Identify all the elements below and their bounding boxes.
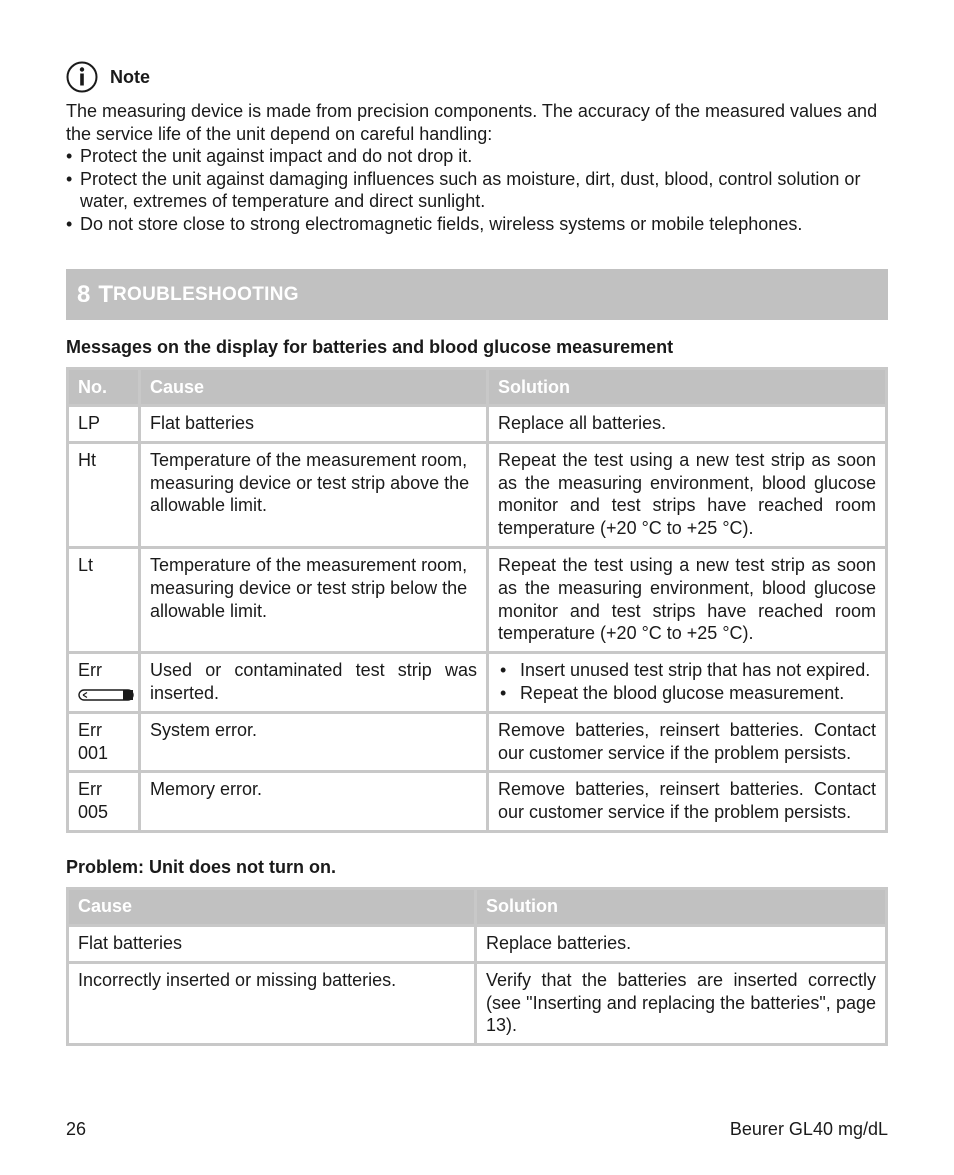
table-row: [69, 549, 885, 651]
cell-cause: Memory error.: [141, 773, 486, 830]
cell-no: Ht: [69, 444, 138, 546]
cell-solution: Replace batteries.: [477, 927, 885, 961]
note-bullets: [66, 145, 888, 235]
cell-cause: Temperature of the measurement room, measuring device or test strip above the allowable limit.: [141, 444, 486, 546]
cell-solution: Remove batteries, reinsert batteries. Contact our customer service if the problem persists.: [489, 714, 885, 771]
cell-cause: System error.: [141, 714, 486, 771]
cell-cause: Flat batteries: [141, 407, 486, 441]
manual-page: [66, 60, 888, 1046]
test-strip-icon: [78, 688, 134, 702]
cell-no: Err 001: [69, 714, 138, 771]
note-intro: The measuring device is made from precision components. The accuracy of the measured values and the service life of the unit depend on careful handling:: [66, 101, 878, 144]
column-header-solution: Solution: [477, 890, 885, 924]
table-row: [69, 444, 885, 546]
note-title: Note: [110, 66, 150, 87]
table-row: [69, 927, 885, 961]
cell-no: LP: [69, 407, 138, 441]
page-number: 26: [66, 1119, 87, 1139]
solution-bullet: • Insert unused test strip that has not expired.: [498, 659, 876, 682]
product-name: Beurer GL40 mg/dL: [729, 1119, 888, 1139]
section-heading: [66, 269, 888, 320]
cell-solution: Remove batteries, reinsert batteries. Contact our customer service if the problem persists.: [489, 773, 885, 830]
cell-cause: Temperature of the measurement room, measuring device or test strip below the allowable limit.: [141, 549, 486, 651]
note-header: [66, 60, 888, 94]
cell-no: Err 005: [69, 773, 138, 830]
table-row: [69, 407, 885, 441]
table-row: [69, 964, 885, 1043]
section-title-rest: ROUBLESHOOTING: [113, 283, 299, 305]
cell-no: [69, 654, 138, 711]
messages-heading: Messages on the display for batteries and blood glucose measurement: [66, 337, 674, 357]
section-number: 8: [77, 280, 91, 308]
note-bullet: • Protect the unit against impact and do not drop it.: [66, 145, 888, 168]
problem-table: [66, 887, 888, 1046]
page-footer: [66, 1119, 888, 1140]
cell-solution: Verify that the batteries are inserted correctly (see "Inserting and replacing the batteries", page 13).: [477, 964, 885, 1043]
column-header-cause: Cause: [69, 890, 474, 924]
table-header-row: [69, 890, 885, 924]
column-header-solution: Solution: [489, 370, 885, 404]
table-row: [69, 773, 885, 830]
cell-cause: Incorrectly inserted or missing batteries.: [69, 964, 474, 1043]
cell-cause: Flat batteries: [69, 927, 474, 961]
note-bullet: • Do not store close to strong electromagnetic fields, wireless systems or mobile telephones.: [66, 213, 888, 236]
problem-heading: Problem: Unit does not turn on.: [66, 856, 336, 877]
table-header-row: [69, 370, 885, 404]
cell-solution: Repeat the test using a new test strip as soon as the measuring environment, blood glucose monitor and test strips have reached room temperature (+20 °C to +25 °C).: [489, 444, 885, 546]
solution-bullets: [498, 659, 876, 705]
note-bullet: • Protect the unit against damaging influences such as moisture, dirt, dust, blood, control solution or water, extremes of temperature and direct sunlight.: [66, 168, 888, 213]
column-header-no: No.: [69, 370, 138, 404]
note-body: [66, 100, 888, 235]
cell-solution: Replace all batteries.: [489, 407, 885, 441]
solution-bullet: • Repeat the blood glucose measurement.: [498, 682, 876, 705]
cell-no-text: Err: [78, 660, 102, 681]
cell-solution: Repeat the test using a new test strip as soon as the measuring environment, blood glucose monitor and test strips have reached room temperature (+20 °C to +25 °C).: [489, 549, 885, 651]
table-row: [69, 654, 885, 711]
column-header-cause: Cause: [141, 370, 486, 404]
cell-solution: [489, 654, 885, 711]
section-title-initial: T: [98, 280, 114, 308]
messages-table: [66, 367, 888, 833]
table-row: [69, 714, 885, 771]
cell-no: Lt: [69, 549, 138, 651]
cell-cause: Used or contaminated test strip was inserted.: [141, 654, 486, 711]
info-icon: [66, 61, 98, 93]
